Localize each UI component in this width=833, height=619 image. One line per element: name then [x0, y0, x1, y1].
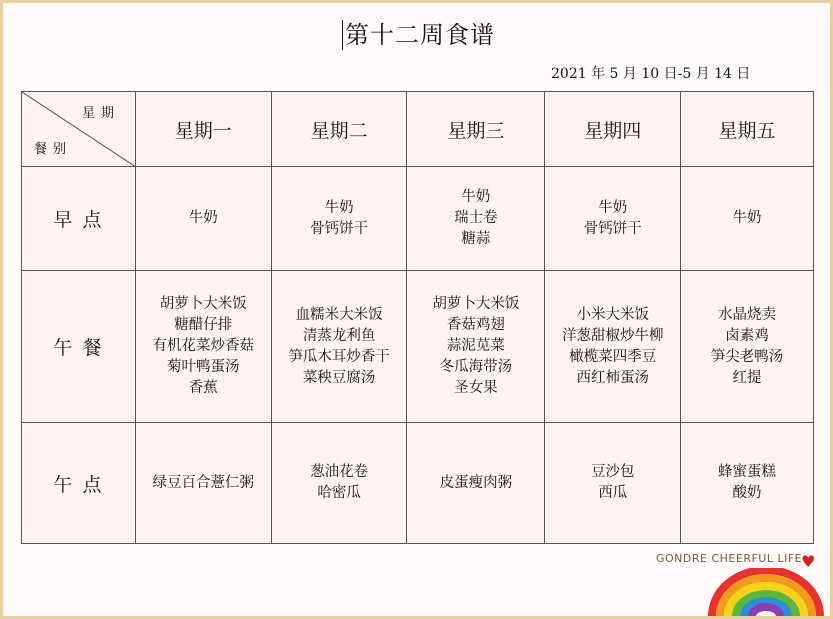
menu-cell: [271, 423, 407, 544]
page-title: 第十二周食谱: [342, 20, 495, 50]
menu-cell: [545, 423, 681, 544]
dish-item: 皮蛋瘦肉粥: [439, 474, 513, 491]
menu-cell: [681, 423, 814, 544]
day-header: 星期四: [545, 92, 681, 167]
date-range: 2021 年 5 月 10 日-5 月 14 日: [551, 66, 751, 82]
menu-cell: [135, 271, 271, 423]
menu-cell: [545, 271, 681, 423]
dish-item: 胡萝卜大米饭: [432, 296, 520, 312]
dish-item: 圣女果: [454, 380, 498, 396]
meal-row: [22, 271, 814, 423]
menu-cell: [681, 167, 814, 271]
dish-item: 水晶烧卖: [718, 306, 777, 323]
dish-item: 笋瓜木耳炒香干: [288, 348, 390, 365]
dish-item: 骨钙饼干: [583, 220, 642, 237]
dish-item: 牛奶: [324, 199, 354, 216]
dish-item: 蒜泥苋菜: [446, 338, 505, 354]
dish-item: 有机花菜炒香菇: [152, 338, 255, 354]
dish-item: 牛奶: [732, 210, 762, 226]
dish-item: 冬瓜海带汤: [439, 359, 513, 375]
corner-label-meal: 餐别: [34, 142, 73, 157]
menu-cell: [407, 167, 545, 271]
menu-cell: [545, 167, 681, 271]
dish-item: 蜂蜜蛋糕: [718, 464, 777, 480]
dish-item: 菜秧豆腐汤: [302, 369, 376, 386]
corner-cell: [22, 92, 136, 167]
meal-label: 午 点: [22, 423, 136, 544]
menu-table: [21, 91, 814, 544]
corner-label-day: 星期: [82, 106, 121, 121]
menu-cell: [135, 167, 271, 271]
dish-item: 骨钙饼干: [310, 220, 369, 237]
dish-item: 糖醋仔排: [174, 317, 233, 333]
dish-item: 胡萝卜大米饭: [159, 296, 247, 312]
dish-item: 清蒸龙利鱼: [302, 327, 376, 344]
dish-item: 笋尖老鸭汤: [710, 348, 784, 365]
rainbow-icon: [708, 568, 824, 616]
meal-label: 早 点: [22, 167, 136, 271]
dish-item: 西红柿蛋汤: [576, 369, 649, 386]
menu-cell: [407, 423, 545, 544]
meal-row: [22, 167, 814, 271]
heart-icon: ♥: [801, 552, 816, 571]
dish-item: 香蕉: [188, 380, 218, 396]
dish-item: 洋葱甜椒炒牛柳: [561, 327, 664, 344]
dish-item: 豆沙包: [590, 464, 635, 480]
day-header: 星期三: [407, 92, 545, 167]
dish-item: 橄榄菜四季豆: [569, 348, 657, 365]
menu-cell: [271, 167, 407, 271]
dish-item: 红提: [732, 369, 762, 386]
meal-label: 午 餐: [22, 271, 136, 423]
dish-item: 牛奶: [598, 199, 628, 216]
dish-item: 血糯米大米饭: [295, 306, 383, 323]
dish-item: 牛奶: [461, 189, 491, 205]
dish-item: 糖蒜: [461, 231, 491, 247]
dish-item: 小米大米饭: [576, 306, 649, 323]
menu-cell: [407, 271, 545, 423]
dish-item: 牛奶: [188, 210, 218, 226]
day-header: 星期二: [271, 92, 407, 167]
menu-cell: [681, 271, 814, 423]
menu-cell: [135, 423, 271, 544]
menu-cell: [271, 271, 407, 423]
day-header: 星期五: [681, 92, 814, 167]
dish-item: 哈密瓜: [317, 485, 361, 501]
dish-item: 绿豆百合薏仁粥: [152, 474, 255, 491]
dish-item: 葱油花卷: [310, 464, 369, 480]
dish-item: 香菇鸡翅: [446, 317, 505, 333]
dish-item: 菊叶鸭蛋汤: [167, 359, 240, 375]
dish-item: 西瓜: [598, 485, 628, 501]
header-row: [22, 92, 814, 167]
dish-item: 卤素鸡: [725, 327, 769, 344]
dish-item: 瑞士卷: [454, 210, 498, 226]
dish-item: 酸奶: [732, 485, 762, 501]
day-header: 星期一: [135, 92, 271, 167]
brand-logo-text: GONDRE CHEERFUL LIFE: [656, 552, 803, 565]
meal-row: [22, 423, 814, 544]
